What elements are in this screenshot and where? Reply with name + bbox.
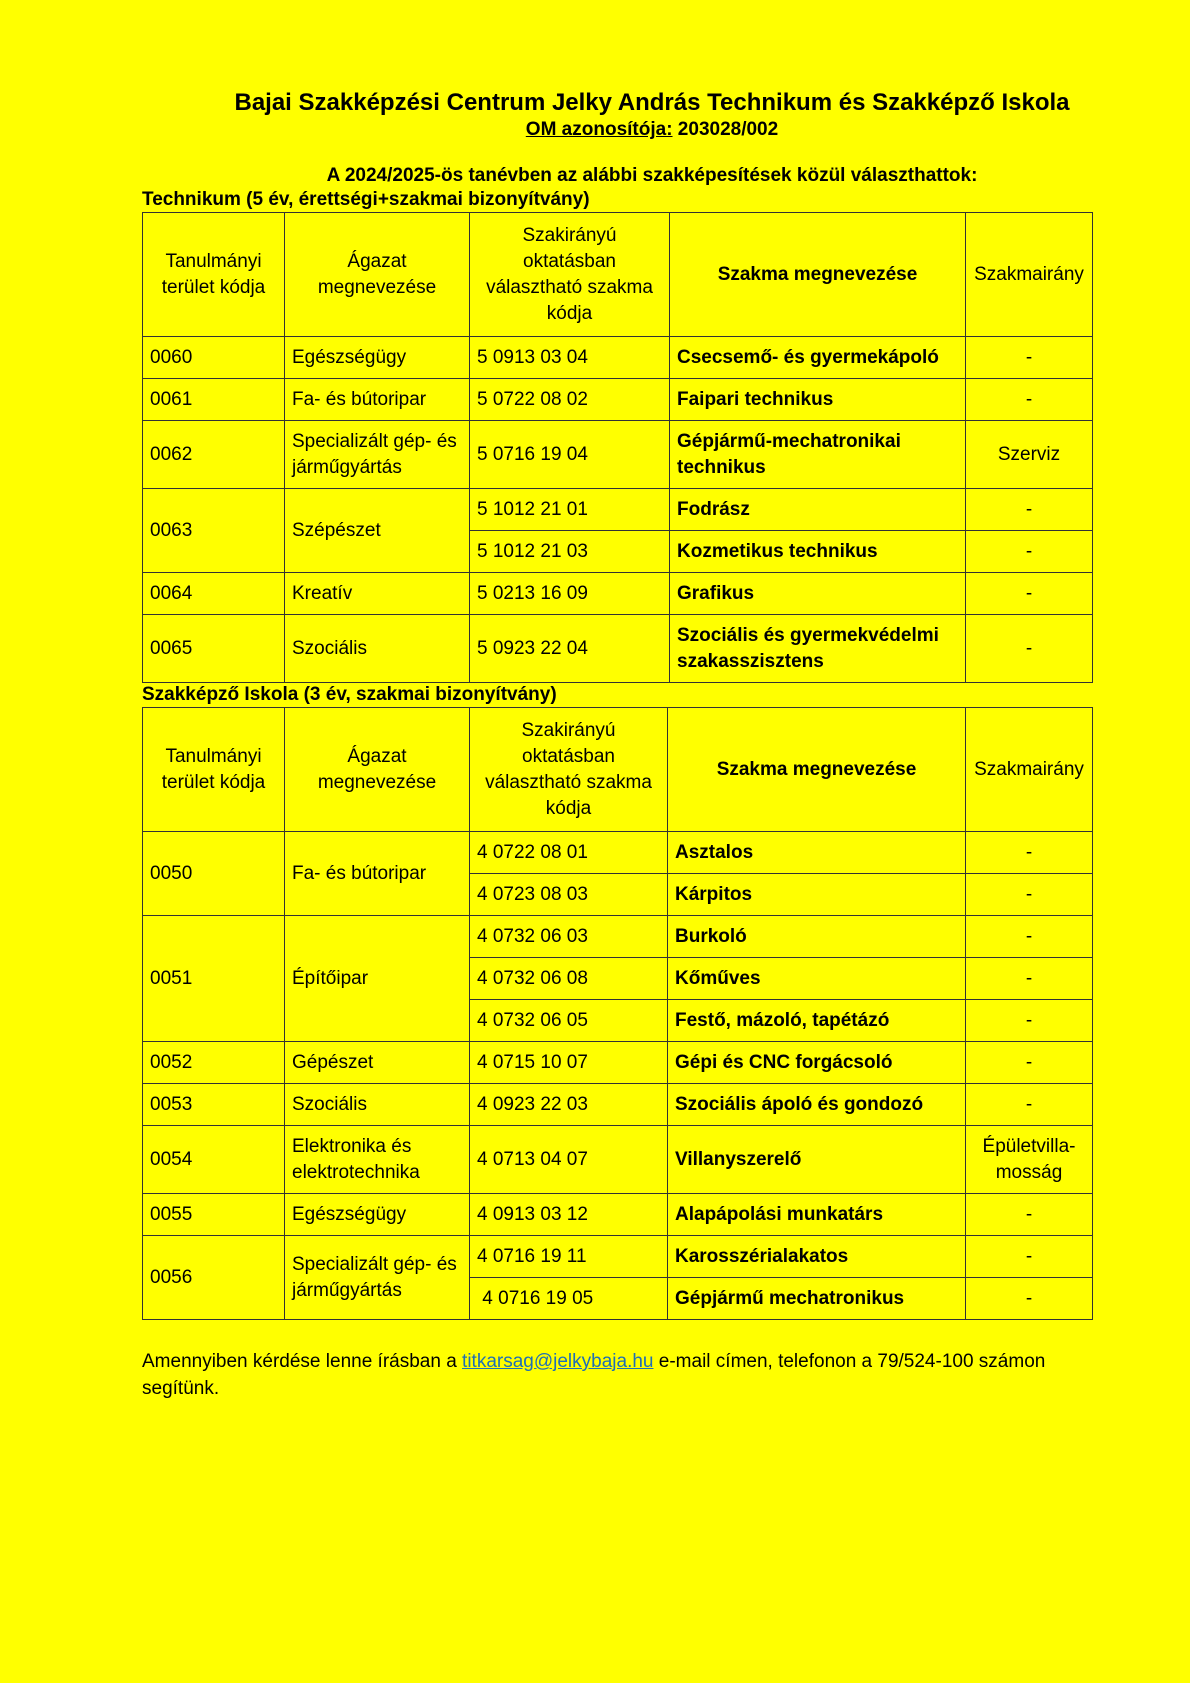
cell-code: 0052 [143, 1042, 285, 1084]
cell-profession: Szociális ápoló és gondozó [668, 1084, 966, 1126]
cell-profession: Szociális és gyermekvédelmi szakasszisztens [670, 615, 966, 683]
cell-profession: Csecsemő- és gyermekápoló [670, 337, 966, 379]
table-row [143, 489, 1093, 531]
col-header-sector: Ágazat megnevezése [285, 213, 470, 337]
om-label: OM azonosítója: [525, 119, 673, 140]
cell-direction: - [966, 1000, 1093, 1042]
cell-direction: - [966, 874, 1093, 916]
cell-profession: Karosszérialakatos [668, 1236, 966, 1278]
cell-sector: Egészségügy [285, 337, 470, 379]
cell-profession-code: 5 0923 22 04 [470, 615, 670, 683]
cell-direction: - [966, 337, 1093, 379]
col-header-profession-code: Szakirányú oktatásban választható szakma kódja [470, 213, 670, 337]
cell-code: 0064 [143, 573, 285, 615]
cell-profession-code: 5 1012 21 01 [470, 489, 670, 531]
document-page [142, 0, 1092, 1402]
cell-direction: - [966, 531, 1093, 573]
cell-profession-code: 4 0715 10 07 [470, 1042, 668, 1084]
cell-profession-code: 4 0732 06 08 [470, 958, 668, 1000]
cell-profession: Grafikus [670, 573, 966, 615]
col-header-profession: Szakma megnevezése [670, 213, 966, 337]
footer-text-after: e-mail címen, telefonon a 79/524-100 számon segítünk. [142, 1351, 1046, 1399]
col-header-profession: Szakma megnevezése [668, 708, 966, 832]
col-header-sector: Ágazat megnevezése [285, 708, 470, 832]
table-row [143, 832, 1093, 874]
cell-profession-code: 4 0722 08 01 [470, 832, 668, 874]
cell-profession: Fodrász [670, 489, 966, 531]
table-row [143, 573, 1093, 615]
cell-profession-code: 4 0732 06 03 [470, 916, 668, 958]
cell-direction: - [966, 489, 1093, 531]
col-header-code: Tanulmányi terület kódja [143, 213, 285, 337]
table-technikum [142, 212, 1093, 683]
cell-profession-code: 4 0716 19 11 [470, 1236, 668, 1278]
cell-code: 0063 [143, 489, 285, 573]
cell-sector: Fa- és bútoripar [285, 832, 470, 916]
cell-sector: Elektronika és elektrotechnika [285, 1126, 470, 1194]
table-row [143, 1236, 1093, 1278]
cell-direction: - [966, 615, 1093, 683]
cell-sector: Gépészet [285, 1042, 470, 1084]
cell-profession: Festő, mázoló, tapétázó [668, 1000, 966, 1042]
table-row [143, 1194, 1093, 1236]
cell-profession-code: 4 0732 06 05 [470, 1000, 668, 1042]
footer-contact [142, 1348, 1102, 1402]
cell-profession-code: 5 0722 08 02 [470, 379, 670, 421]
cell-code: 0062 [143, 421, 285, 489]
section-heading-technikum: Technikum (5 év, érettségi+szakmai bizonyítvány) [142, 189, 590, 210]
table-header-row [143, 213, 1093, 337]
cell-profession: Faipari technikus [670, 379, 966, 421]
table-row [143, 1126, 1093, 1194]
cell-profession-code: 4 0913 03 12 [470, 1194, 668, 1236]
cell-profession-code: 4 0713 04 07 [470, 1126, 668, 1194]
cell-profession: Kozmetikus technikus [670, 531, 966, 573]
col-header-code: Tanulmányi terület kódja [143, 708, 285, 832]
cell-code: 0056 [143, 1236, 285, 1320]
cell-profession-code: 4 0923 22 03 [470, 1084, 668, 1126]
cell-sector: Specializált gép- és járműgyártás [285, 1236, 470, 1320]
table-row [143, 379, 1093, 421]
cell-direction: Épületvilla-mosság [966, 1126, 1093, 1194]
cell-profession-code: 5 0913 03 04 [470, 337, 670, 379]
col-header-direction: Szakmairány [966, 708, 1093, 832]
cell-direction: - [966, 1236, 1093, 1278]
cell-direction: - [966, 832, 1093, 874]
footer-text-before: Amennyiben kérdése lenne írásban a [142, 1351, 463, 1372]
col-header-profession-code: Szakirányú oktatásban választható szakma kódja [470, 708, 668, 832]
email-link[interactable]: titkarsag@jelkybaja.hu [462, 1351, 654, 1372]
cell-profession-code: 5 0213 16 09 [470, 573, 670, 615]
cell-profession-code: 4 0723 08 03 [470, 874, 668, 916]
cell-code: 0051 [143, 916, 285, 1042]
cell-code: 0050 [143, 832, 285, 916]
table-row [143, 337, 1093, 379]
cell-direction: - [966, 1084, 1093, 1126]
cell-direction: - [966, 1194, 1093, 1236]
cell-profession: Alapápolási munkatárs [668, 1194, 966, 1236]
table-szakkepzo [142, 707, 1093, 1320]
table-row [143, 916, 1093, 958]
om-value: 203028/002 [672, 119, 779, 140]
cell-code: 0055 [143, 1194, 285, 1236]
table-row [143, 615, 1093, 683]
cell-direction: Szerviz [966, 421, 1093, 489]
table-row [143, 421, 1093, 489]
cell-direction: - [966, 573, 1093, 615]
section-heading-szakkepzo: Szakképző Iskola (3 év, szakmai bizonyítvány) [142, 684, 557, 705]
intro-text: A 2024/2025-ös tanévben az alábbi szakképesítések közül választhattok: [326, 165, 978, 186]
cell-code: 0065 [143, 615, 285, 683]
cell-sector: Építőipar [285, 916, 470, 1042]
cell-code: 0060 [143, 337, 285, 379]
cell-profession-code: 5 0716 19 04 [470, 421, 670, 489]
cell-sector: Egészségügy [285, 1194, 470, 1236]
cell-code: 0054 [143, 1126, 285, 1194]
cell-sector: Fa- és bútoripar [285, 379, 470, 421]
cell-profession-code: 5 1012 21 03 [470, 531, 670, 573]
cell-profession: Asztalos [668, 832, 966, 874]
table-row [143, 1042, 1093, 1084]
cell-profession: Gépjármű mechatronikus [668, 1278, 966, 1320]
om-id [142, 118, 1092, 142]
cell-direction: - [966, 916, 1093, 958]
cell-sector: Kreatív [285, 573, 470, 615]
cell-profession: Kőműves [668, 958, 966, 1000]
cell-profession: Gépjármű-mechatronikai technikus [670, 421, 966, 489]
page-title: Bajai Szakképzési Centrum Jelky András Technikum és Szakképző Iskola [234, 89, 1070, 116]
cell-code: 0053 [143, 1084, 285, 1126]
cell-direction: - [966, 1042, 1093, 1084]
cell-code: 0061 [143, 379, 285, 421]
cell-direction: - [966, 379, 1093, 421]
table-row [143, 1084, 1093, 1126]
cell-profession: Kárpitos [668, 874, 966, 916]
cell-profession: Villanyszerelő [668, 1126, 966, 1194]
table-header-row [143, 708, 1093, 832]
cell-profession: Gépi és CNC forgácsoló [668, 1042, 966, 1084]
cell-sector: Szociális [285, 615, 470, 683]
cell-direction: - [966, 958, 1093, 1000]
cell-sector: Szépészet [285, 489, 470, 573]
cell-profession-code: 4 0716 19 05 [470, 1278, 668, 1320]
col-header-direction: Szakmairány [966, 213, 1093, 337]
cell-sector: Szociális [285, 1084, 470, 1126]
cell-sector: Specializált gép- és járműgyártás [285, 421, 470, 489]
cell-direction: - [966, 1278, 1093, 1320]
cell-profession: Burkoló [668, 916, 966, 958]
